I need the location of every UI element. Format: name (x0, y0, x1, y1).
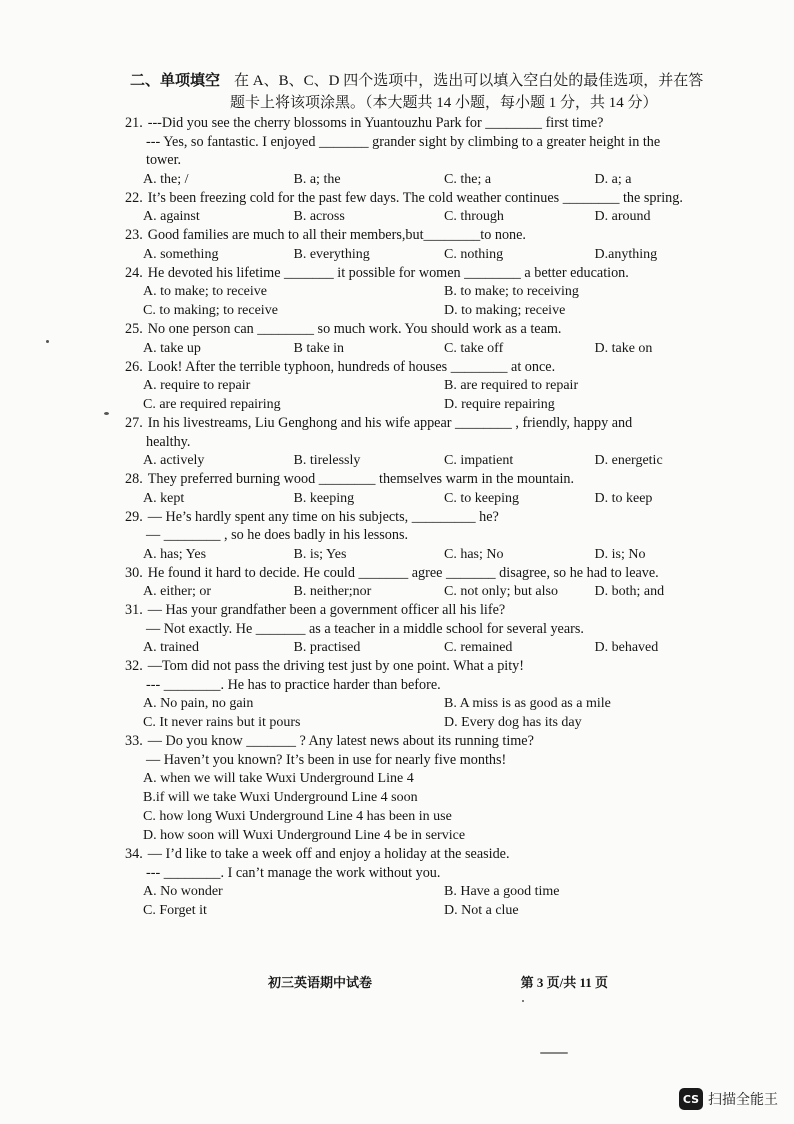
page-footer (268, 972, 608, 991)
option-a[interactable]: A. when we will take Wuxi Underground Line 4 (143, 771, 414, 786)
option-b[interactable]: B. to make; to receiving (444, 284, 579, 299)
exam-name: 初三英语期中试卷 (268, 975, 373, 990)
option-d[interactable]: D. a; a (594, 171, 632, 187)
question-27 (125, 414, 745, 470)
option-b[interactable]: B. is; Yes (293, 546, 347, 562)
question-21 (125, 114, 745, 189)
option-b[interactable]: B. everything (293, 246, 370, 262)
option-b[interactable]: B. tirelessly (293, 453, 361, 468)
question-stem: Look! After the terrible typhoon, hundreds of houses ________ at once. (147, 358, 556, 375)
option-row (125, 170, 745, 189)
option-a[interactable]: A. to make; to receive (143, 284, 268, 299)
section-instruction-line2: 题卡上将该项涂黑。（本大题共 14 小题，每小题 1 分，共 14 分） (230, 95, 658, 111)
question-stem: He found it hard to decide. He could _______ agree _______ disagree, so he had to leave. (147, 564, 659, 581)
question-33 (125, 732, 745, 845)
option-c[interactable]: C. take off (444, 340, 504, 356)
option-b[interactable]: B. keeping (293, 490, 355, 506)
option-row (125, 395, 745, 414)
question-stem: It’s been freezing cold for the past few days. The cold weather continues ________ the spring. (147, 189, 683, 206)
question-26 (125, 358, 745, 415)
scan-speck (522, 1000, 524, 1002)
page-number: 第 3 页/共 11 页 (520, 975, 608, 990)
section-title: 二、单项填空 (130, 73, 221, 89)
camscanner-logo-icon: CS (679, 1088, 703, 1110)
question-stem: They preferred burning wood ________ themselves warm in the mountain. (147, 471, 575, 487)
option-c[interactable]: C. how long Wuxi Underground Line 4 has been in use (143, 809, 452, 824)
question-number: 32. (125, 658, 143, 674)
option-b[interactable]: B. neither;nor (293, 584, 372, 599)
option-d[interactable]: D. both; and (594, 584, 665, 599)
question-stem-line: healthy. (146, 433, 191, 450)
question-stem-line: --- ________. I can’t manage the work without you. (146, 864, 441, 881)
scan-speck (104, 412, 109, 415)
question-32 (125, 657, 745, 732)
option-d[interactable]: D. to keep (594, 490, 653, 506)
option-row (125, 901, 745, 920)
option-d[interactable]: D. Not a clue (444, 903, 519, 918)
option-row (125, 376, 745, 395)
question-22 (125, 189, 745, 227)
option-row (125, 882, 745, 901)
option-b[interactable]: B. A miss is as good as a mile (444, 696, 611, 711)
option-row (125, 339, 745, 358)
question-stem: Good families are much to all their members,but________to none. (147, 227, 526, 243)
option-b[interactable]: B.if will we take Wuxi Underground Line 4 soon (143, 790, 418, 805)
option-b[interactable]: B. Have a good time (444, 884, 560, 899)
option-row (125, 207, 745, 226)
question-23 (125, 226, 745, 264)
option-c[interactable]: C. has; No (444, 546, 504, 562)
option-a[interactable]: A. against (143, 209, 200, 224)
option-d[interactable]: D. is; No (594, 546, 646, 562)
option-a[interactable]: A. trained (143, 640, 199, 655)
option-c[interactable]: C. through (444, 209, 504, 224)
option-row (125, 713, 745, 732)
question-stem: He devoted his lifetime _______ it possible for women ________ a better education. (147, 264, 629, 281)
question-stem: —Tom did not pass the driving test just by one point. What a pity! (147, 658, 524, 674)
option-b[interactable]: B. a; the (293, 171, 341, 187)
question-stem: — Has your grandfather been a government officer all his life? (147, 602, 506, 618)
option-c[interactable]: C. Forget it (143, 903, 207, 918)
option-c[interactable]: C. nothing (444, 246, 504, 262)
option-c[interactable]: C. the; a (444, 171, 492, 187)
option-c[interactable]: C. not only; but also (444, 584, 558, 599)
option-c[interactable]: C. remained (444, 640, 513, 655)
question-number: 26. (125, 358, 143, 375)
question-number: 25. (125, 321, 143, 337)
question-number: 34. (125, 846, 143, 862)
question-number: 30. (125, 564, 143, 581)
question-31 (125, 601, 745, 657)
option-b[interactable]: B take in (293, 340, 345, 356)
question-stem: — Do you know _______ ? Any latest news about its running time? (147, 733, 534, 749)
option-row (125, 451, 745, 470)
option-a[interactable]: A. No wonder (143, 884, 223, 899)
option-list (125, 769, 745, 845)
question-stem-line: --- Yes, so fantastic. I enjoyed _______ grander sight by climbing to a greater height in the (146, 133, 661, 150)
question-34 (125, 845, 745, 920)
question-30 (125, 564, 745, 602)
option-a[interactable]: A. take up (143, 340, 201, 356)
option-a[interactable]: A. actively (143, 453, 205, 468)
option-row (125, 301, 745, 320)
option-d[interactable]: D. behaved (594, 640, 659, 655)
question-number: 27. (125, 415, 143, 431)
question-24 (125, 264, 745, 321)
question-number: 31. (125, 602, 143, 618)
question-25 (125, 320, 745, 358)
option-c[interactable]: C. impatient (444, 453, 514, 468)
question-29 (125, 508, 745, 564)
question-stem: — He’s hardly spent any time on his subjects, _________ he? (147, 508, 499, 525)
section-header (130, 70, 740, 114)
option-d[interactable]: D. take on (594, 340, 653, 356)
option-c[interactable]: C. to making; to receive (143, 303, 278, 318)
question-stem-line: --- ________. He has to practice harder than before. (146, 676, 441, 693)
option-b[interactable]: B. are required to repair (444, 378, 579, 393)
option-d[interactable]: D.anything (594, 246, 658, 262)
option-a[interactable]: A. something (143, 246, 219, 262)
option-a[interactable]: A. kept (143, 490, 185, 506)
scan-speck (540, 1052, 568, 1054)
option-a[interactable]: A. either; or (143, 584, 212, 599)
question-stem-line: — ________ , so he does badly in his lessons. (146, 527, 409, 543)
option-d[interactable]: D. how soon will Wuxi Underground Line 4 be in service (143, 828, 466, 843)
option-row (125, 282, 745, 301)
question-number: 28. (125, 471, 143, 487)
scan-speck (46, 340, 49, 343)
question-number: 33. (125, 733, 143, 749)
option-row (125, 545, 745, 564)
section-instruction-line1: 在 A、B、C、D 四个选项中，选出可以填入空白处的最佳选项，并在答 (234, 73, 704, 89)
option-d[interactable]: D. require repairing (444, 397, 555, 412)
question-number: 22. (125, 189, 143, 206)
question-number: 21. (125, 115, 143, 131)
question-stem-line: — Haven’t you known? It’s been in use for nearly five months! (146, 751, 507, 768)
option-b[interactable]: B. across (293, 209, 345, 224)
question-stem-line: — Not exactly. He _______ as a teacher in a middle school for several years. (146, 620, 584, 637)
option-d[interactable]: D. around (594, 209, 651, 224)
option-b[interactable]: B. practised (293, 640, 361, 655)
option-d[interactable]: D. to making; receive (444, 303, 566, 318)
question-stem: — I’d like to take a week off and enjoy a holiday at the seaside. (147, 846, 510, 862)
question-number: 24. (125, 264, 143, 281)
option-c[interactable]: C. are required repairing (143, 397, 281, 412)
option-a[interactable]: A. No pain, no gain (143, 696, 254, 711)
option-c[interactable]: C. It never rains but it pours (143, 715, 301, 730)
option-d[interactable]: D. Every dog has its day (444, 715, 582, 730)
question-stem-line: tower. (146, 152, 182, 168)
option-a[interactable]: A. require to repair (143, 378, 251, 393)
option-row (125, 638, 745, 657)
question-number: 29. (125, 508, 143, 525)
option-row (125, 489, 745, 508)
question-28 (125, 470, 745, 508)
question-list (0, 114, 794, 920)
option-row (125, 582, 745, 601)
question-stem: In his livestreams, Liu Genghong and his wife appear ________ , friendly, happy and (147, 415, 633, 431)
question-stem: ---Did you see the cherry blossoms in Yuantouzhu Park for ________ first time? (147, 115, 604, 131)
option-a[interactable]: A. has; Yes (143, 546, 207, 562)
question-stem: No one person can ________ so much work. You should work as a team. (147, 321, 562, 337)
question-number: 23. (125, 227, 143, 243)
option-row (125, 245, 745, 264)
option-row (125, 694, 745, 713)
option-c[interactable]: C. to keeping (444, 490, 520, 506)
option-a[interactable]: A. the; / (143, 171, 189, 187)
scanner-watermark (679, 1088, 778, 1110)
scanner-app-name: 扫描全能王 (708, 1092, 778, 1108)
option-d[interactable]: D. energetic (594, 453, 663, 468)
